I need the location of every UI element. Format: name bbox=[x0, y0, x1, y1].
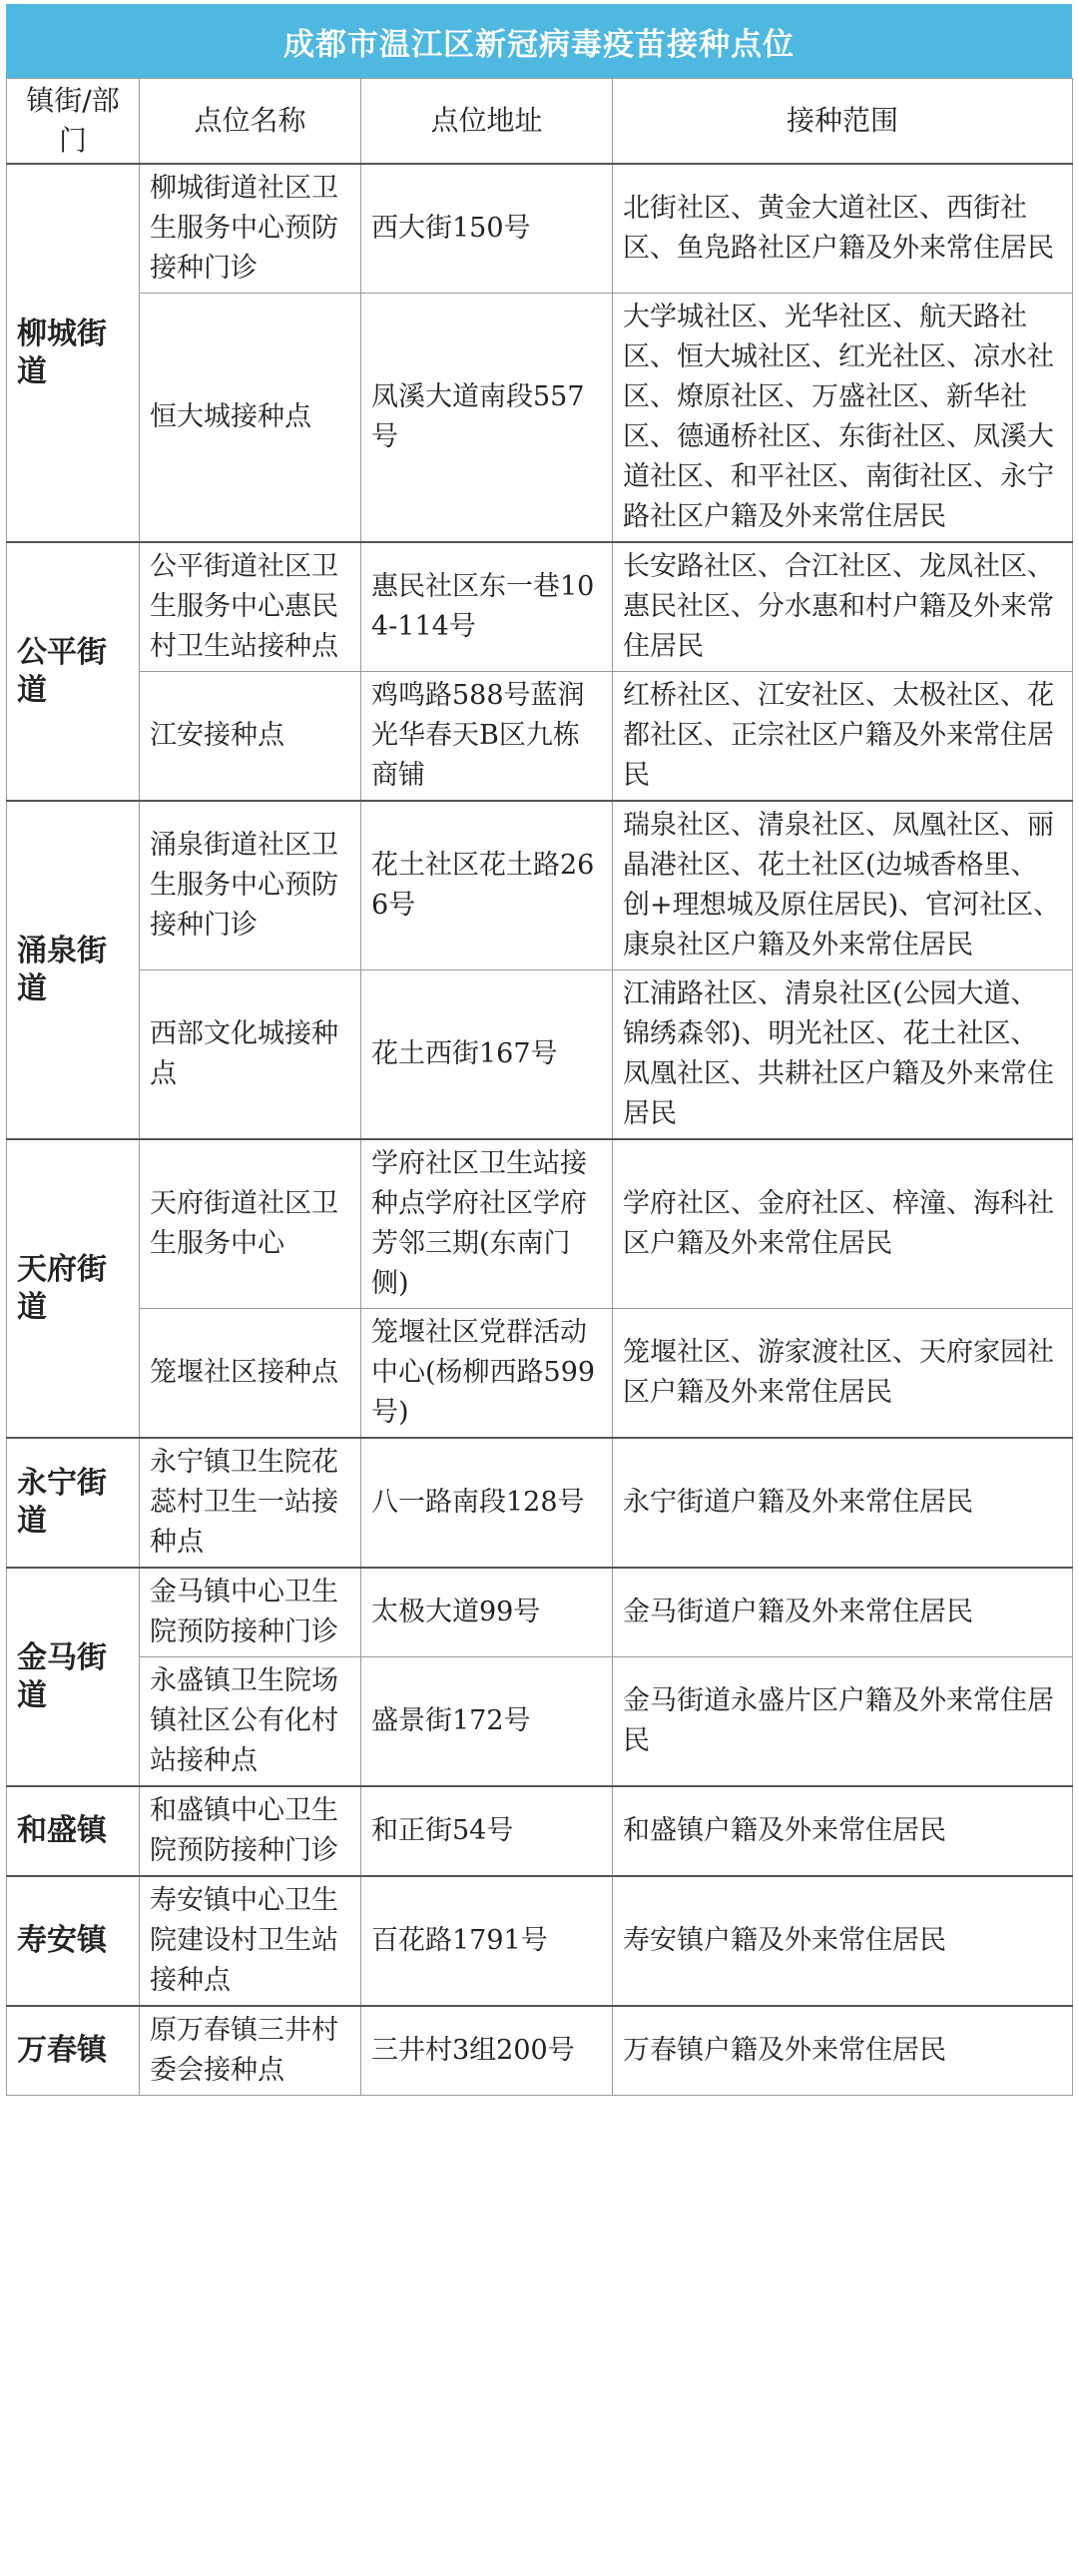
coverage-cell: 瑞泉社区、清泉社区、凤凰社区、丽晶港社区、花土社区(边城香格里、创+理想城及原住居民)、官河社区、康泉社区户籍及外来常住居民 bbox=[613, 801, 1073, 970]
district-cell: 寿安镇 bbox=[7, 1876, 140, 2006]
table-row bbox=[7, 294, 1073, 543]
table-row bbox=[7, 1139, 1073, 1309]
district-cell: 天府街道 bbox=[7, 1139, 140, 1438]
table-row bbox=[7, 1876, 1073, 2006]
district-cell: 金马街道 bbox=[7, 1568, 140, 1786]
table-row bbox=[7, 164, 1073, 294]
coverage-cell: 笼堰社区、游家渡社区、天府家园社区户籍及外来常住居民 bbox=[613, 1309, 1073, 1439]
coverage-cell: 长安路社区、合江社区、龙凤社区、惠民社区、分水惠和村户籍及外来常住居民 bbox=[613, 542, 1073, 672]
coverage-cell: 万春镇户籍及外来常住居民 bbox=[613, 2006, 1073, 2096]
site-address-cell: 盛景街172号 bbox=[361, 1657, 613, 1787]
coverage-cell: 金马街道永盛片区户籍及外来常住居民 bbox=[613, 1657, 1073, 1787]
site-address-cell: 三井村3组200号 bbox=[361, 2006, 613, 2096]
site-address-cell: 凤溪大道南段557号 bbox=[361, 294, 613, 543]
table-row bbox=[7, 801, 1073, 970]
header-site-name: 点位名称 bbox=[140, 79, 361, 165]
table-row bbox=[7, 970, 1073, 1140]
site-name-cell: 永宁镇卫生院花蕊村卫生一站接种点 bbox=[140, 1438, 361, 1568]
table-row bbox=[7, 1568, 1073, 1657]
coverage-cell: 和盛镇户籍及外来常住居民 bbox=[613, 1786, 1073, 1876]
site-name-cell: 江安接种点 bbox=[140, 672, 361, 802]
site-name-cell: 金马镇中心卫生院预防接种门诊 bbox=[140, 1568, 361, 1657]
site-name-cell: 笼堰社区接种点 bbox=[140, 1309, 361, 1439]
site-name-cell: 原万春镇三井村委会接种点 bbox=[140, 2006, 361, 2096]
site-address-cell: 花土西街167号 bbox=[361, 970, 613, 1140]
site-address-cell: 西大街150号 bbox=[361, 164, 613, 294]
site-address-cell: 八一路南段128号 bbox=[361, 1438, 613, 1568]
site-address-cell: 花土社区花土路266号 bbox=[361, 801, 613, 970]
site-address-cell: 惠民社区东一巷104-114号 bbox=[361, 542, 613, 672]
site-address-cell: 和正街54号 bbox=[361, 1786, 613, 1876]
site-name-cell: 恒大城接种点 bbox=[140, 294, 361, 543]
site-name-cell: 永盛镇卫生院场镇社区公有化村站接种点 bbox=[140, 1657, 361, 1787]
district-cell: 万春镇 bbox=[7, 2006, 140, 2096]
site-address-cell: 太极大道99号 bbox=[361, 1568, 613, 1657]
district-cell: 永宁街道 bbox=[7, 1438, 140, 1568]
coverage-cell: 永宁街道户籍及外来常住居民 bbox=[613, 1438, 1073, 1568]
district-cell: 和盛镇 bbox=[7, 1786, 140, 1876]
table-row bbox=[7, 672, 1073, 802]
coverage-cell: 北街社区、黄金大道社区、西街社区、鱼凫路社区户籍及外来常住居民 bbox=[613, 164, 1073, 294]
header-coverage: 接种范围 bbox=[613, 79, 1073, 165]
coverage-cell: 大学城社区、光华社区、航天路社区、恒大城社区、红光社区、凉水社区、燎原社区、万盛社区、新华社区、德通桥社区、东街社区、凤溪大道社区、和平社区、南街社区、永宁路社区户籍及外来常住居民 bbox=[613, 294, 1073, 543]
site-name-cell: 涌泉街道社区卫生服务中心预防接种门诊 bbox=[140, 801, 361, 970]
site-name-cell: 寿安镇中心卫生院建设村卫生站接种点 bbox=[140, 1876, 361, 2006]
table-body bbox=[7, 164, 1073, 2096]
header-district: 镇街/部门 bbox=[7, 79, 140, 165]
table-row bbox=[7, 542, 1073, 672]
table-row bbox=[7, 1438, 1073, 1568]
table-row bbox=[7, 2006, 1073, 2096]
coverage-cell: 寿安镇户籍及外来常住居民 bbox=[613, 1876, 1073, 2006]
coverage-cell: 江浦路社区、清泉社区(公园大道、锦绣森邻)、明光社区、花土社区、凤凰社区、共耕社区户籍及外来常住居民 bbox=[613, 970, 1073, 1140]
site-name-cell: 公平街道社区卫生服务中心惠民村卫生站接种点 bbox=[140, 542, 361, 672]
table-row bbox=[7, 1309, 1073, 1439]
table-row bbox=[7, 1657, 1073, 1787]
site-address-cell: 学府社区卫生站接种点学府社区学府芳邻三期(东南门侧) bbox=[361, 1139, 613, 1309]
district-cell: 公平街道 bbox=[7, 542, 140, 801]
header-site-address: 点位地址 bbox=[361, 79, 613, 165]
table-row bbox=[7, 1786, 1073, 1876]
site-address-cell: 百花路1791号 bbox=[361, 1876, 613, 2006]
coverage-cell: 金马街道户籍及外来常住居民 bbox=[613, 1568, 1073, 1657]
site-name-cell: 和盛镇中心卫生院预防接种门诊 bbox=[140, 1786, 361, 1876]
coverage-cell: 学府社区、金府社区、梓潼、海科社区户籍及外来常住居民 bbox=[613, 1139, 1073, 1309]
site-name-cell: 天府街道社区卫生服务中心 bbox=[140, 1139, 361, 1309]
vaccination-sites-table bbox=[6, 78, 1073, 2096]
district-cell: 涌泉街道 bbox=[7, 801, 140, 1139]
coverage-cell: 红桥社区、江安社区、太极社区、花都社区、正宗社区户籍及外来常住居民 bbox=[613, 672, 1073, 802]
page-title: 成都市温江区新冠病毒疫苗接种点位 bbox=[6, 4, 1072, 78]
site-address-cell: 鸡鸣路588号蓝润光华春天B区九栋商铺 bbox=[361, 672, 613, 802]
site-name-cell: 西部文化城接种点 bbox=[140, 970, 361, 1140]
district-cell: 柳城街道 bbox=[7, 164, 140, 542]
site-name-cell: 柳城街道社区卫生服务中心预防接种门诊 bbox=[140, 164, 361, 294]
table-header-row bbox=[7, 79, 1073, 165]
site-address-cell: 笼堰社区党群活动中心(杨柳西路599号) bbox=[361, 1309, 613, 1439]
